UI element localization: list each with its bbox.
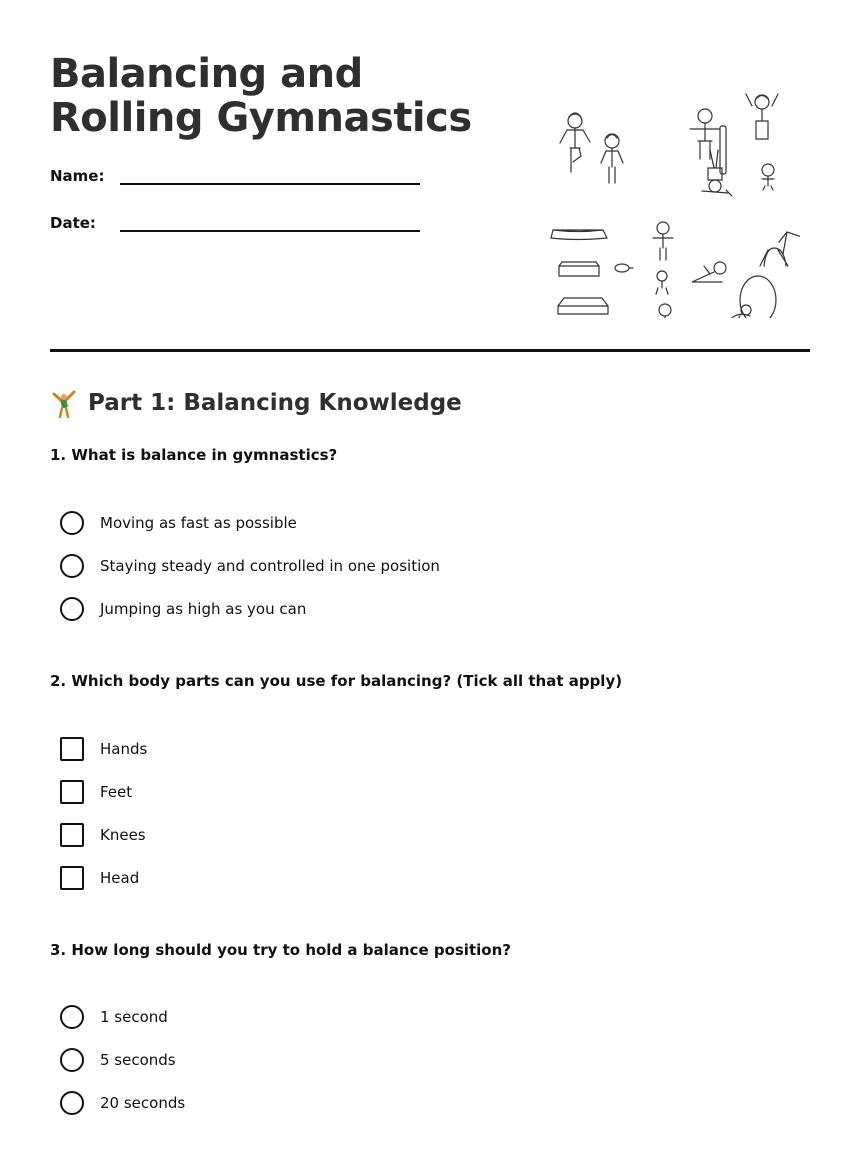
date-field xyxy=(50,212,420,232)
ball-figure xyxy=(615,264,633,272)
option-item[interactable] xyxy=(60,501,440,544)
child-bridge-figure xyxy=(779,232,800,254)
radio-button[interactable] xyxy=(60,1048,84,1072)
option-label: Staying steady and controlled in one position xyxy=(100,556,440,575)
cartwheel-emoji-icon xyxy=(50,388,80,418)
option-item[interactable] xyxy=(60,544,440,587)
question-2-options xyxy=(60,727,147,899)
child-figure-middle xyxy=(653,222,673,318)
option-item[interactable] xyxy=(60,813,147,856)
section-1-title xyxy=(50,388,462,418)
date-label: Date: xyxy=(50,214,96,232)
worksheet-title: Balancing and Rolling Gymnastics xyxy=(50,51,472,141)
checkbox[interactable] xyxy=(60,737,84,761)
question-3-options xyxy=(60,995,185,1124)
checkbox[interactable] xyxy=(60,780,84,804)
child-hoop-figure xyxy=(726,276,776,318)
question-2: 2. Which body parts can you use for balancing? (Tick all that apply) xyxy=(50,672,623,690)
name-input-line[interactable] xyxy=(120,165,420,185)
section-1-title-text: Part 1: Balancing Knowledge xyxy=(88,390,462,416)
child-balancing-figure xyxy=(560,113,590,172)
radio-button[interactable] xyxy=(60,1005,84,1029)
option-item[interactable] xyxy=(60,587,440,630)
option-item[interactable] xyxy=(60,856,147,899)
radio-button[interactable] xyxy=(60,1091,84,1115)
option-item[interactable] xyxy=(60,1081,185,1124)
option-label: Hands xyxy=(100,739,148,758)
name-label: Name: xyxy=(50,167,105,185)
checkbox[interactable] xyxy=(60,823,84,847)
name-field xyxy=(50,165,420,185)
radio-button[interactable] xyxy=(60,554,84,578)
option-item[interactable] xyxy=(60,770,147,813)
option-label: Moving as fast as possible xyxy=(100,513,297,532)
gymnastics-illustration xyxy=(550,88,800,318)
option-item[interactable] xyxy=(60,995,185,1038)
option-label: 5 seconds xyxy=(100,1050,176,1069)
option-label: Feet xyxy=(100,782,133,801)
checkbox[interactable] xyxy=(60,866,84,890)
child-standing-figure xyxy=(601,134,623,183)
radio-button[interactable] xyxy=(60,597,84,621)
option-label: Head xyxy=(100,868,140,887)
child-handstand-figure xyxy=(702,150,732,196)
child-arms-out-figure xyxy=(690,109,726,174)
radio-button[interactable] xyxy=(60,511,84,535)
section-divider xyxy=(50,349,810,352)
option-item[interactable] xyxy=(60,727,147,770)
child-cheering-figure xyxy=(746,94,778,139)
option-label: Knees xyxy=(100,825,146,844)
option-label: 1 second xyxy=(100,1007,168,1026)
small-child-figure xyxy=(762,164,774,190)
question-1: 1. What is balance in gymnastics? xyxy=(50,446,338,464)
option-label: 20 seconds xyxy=(100,1093,186,1112)
option-item[interactable] xyxy=(60,1038,185,1081)
question-1-options xyxy=(60,501,440,630)
question-3: 3. How long should you try to hold a balance position? xyxy=(50,941,511,959)
option-label: Jumping as high as you can xyxy=(100,599,307,618)
date-input-line[interactable] xyxy=(120,212,420,232)
worksheet-header xyxy=(50,52,810,332)
gym-mat-figures xyxy=(551,230,608,314)
child-lying-figure xyxy=(692,262,726,282)
